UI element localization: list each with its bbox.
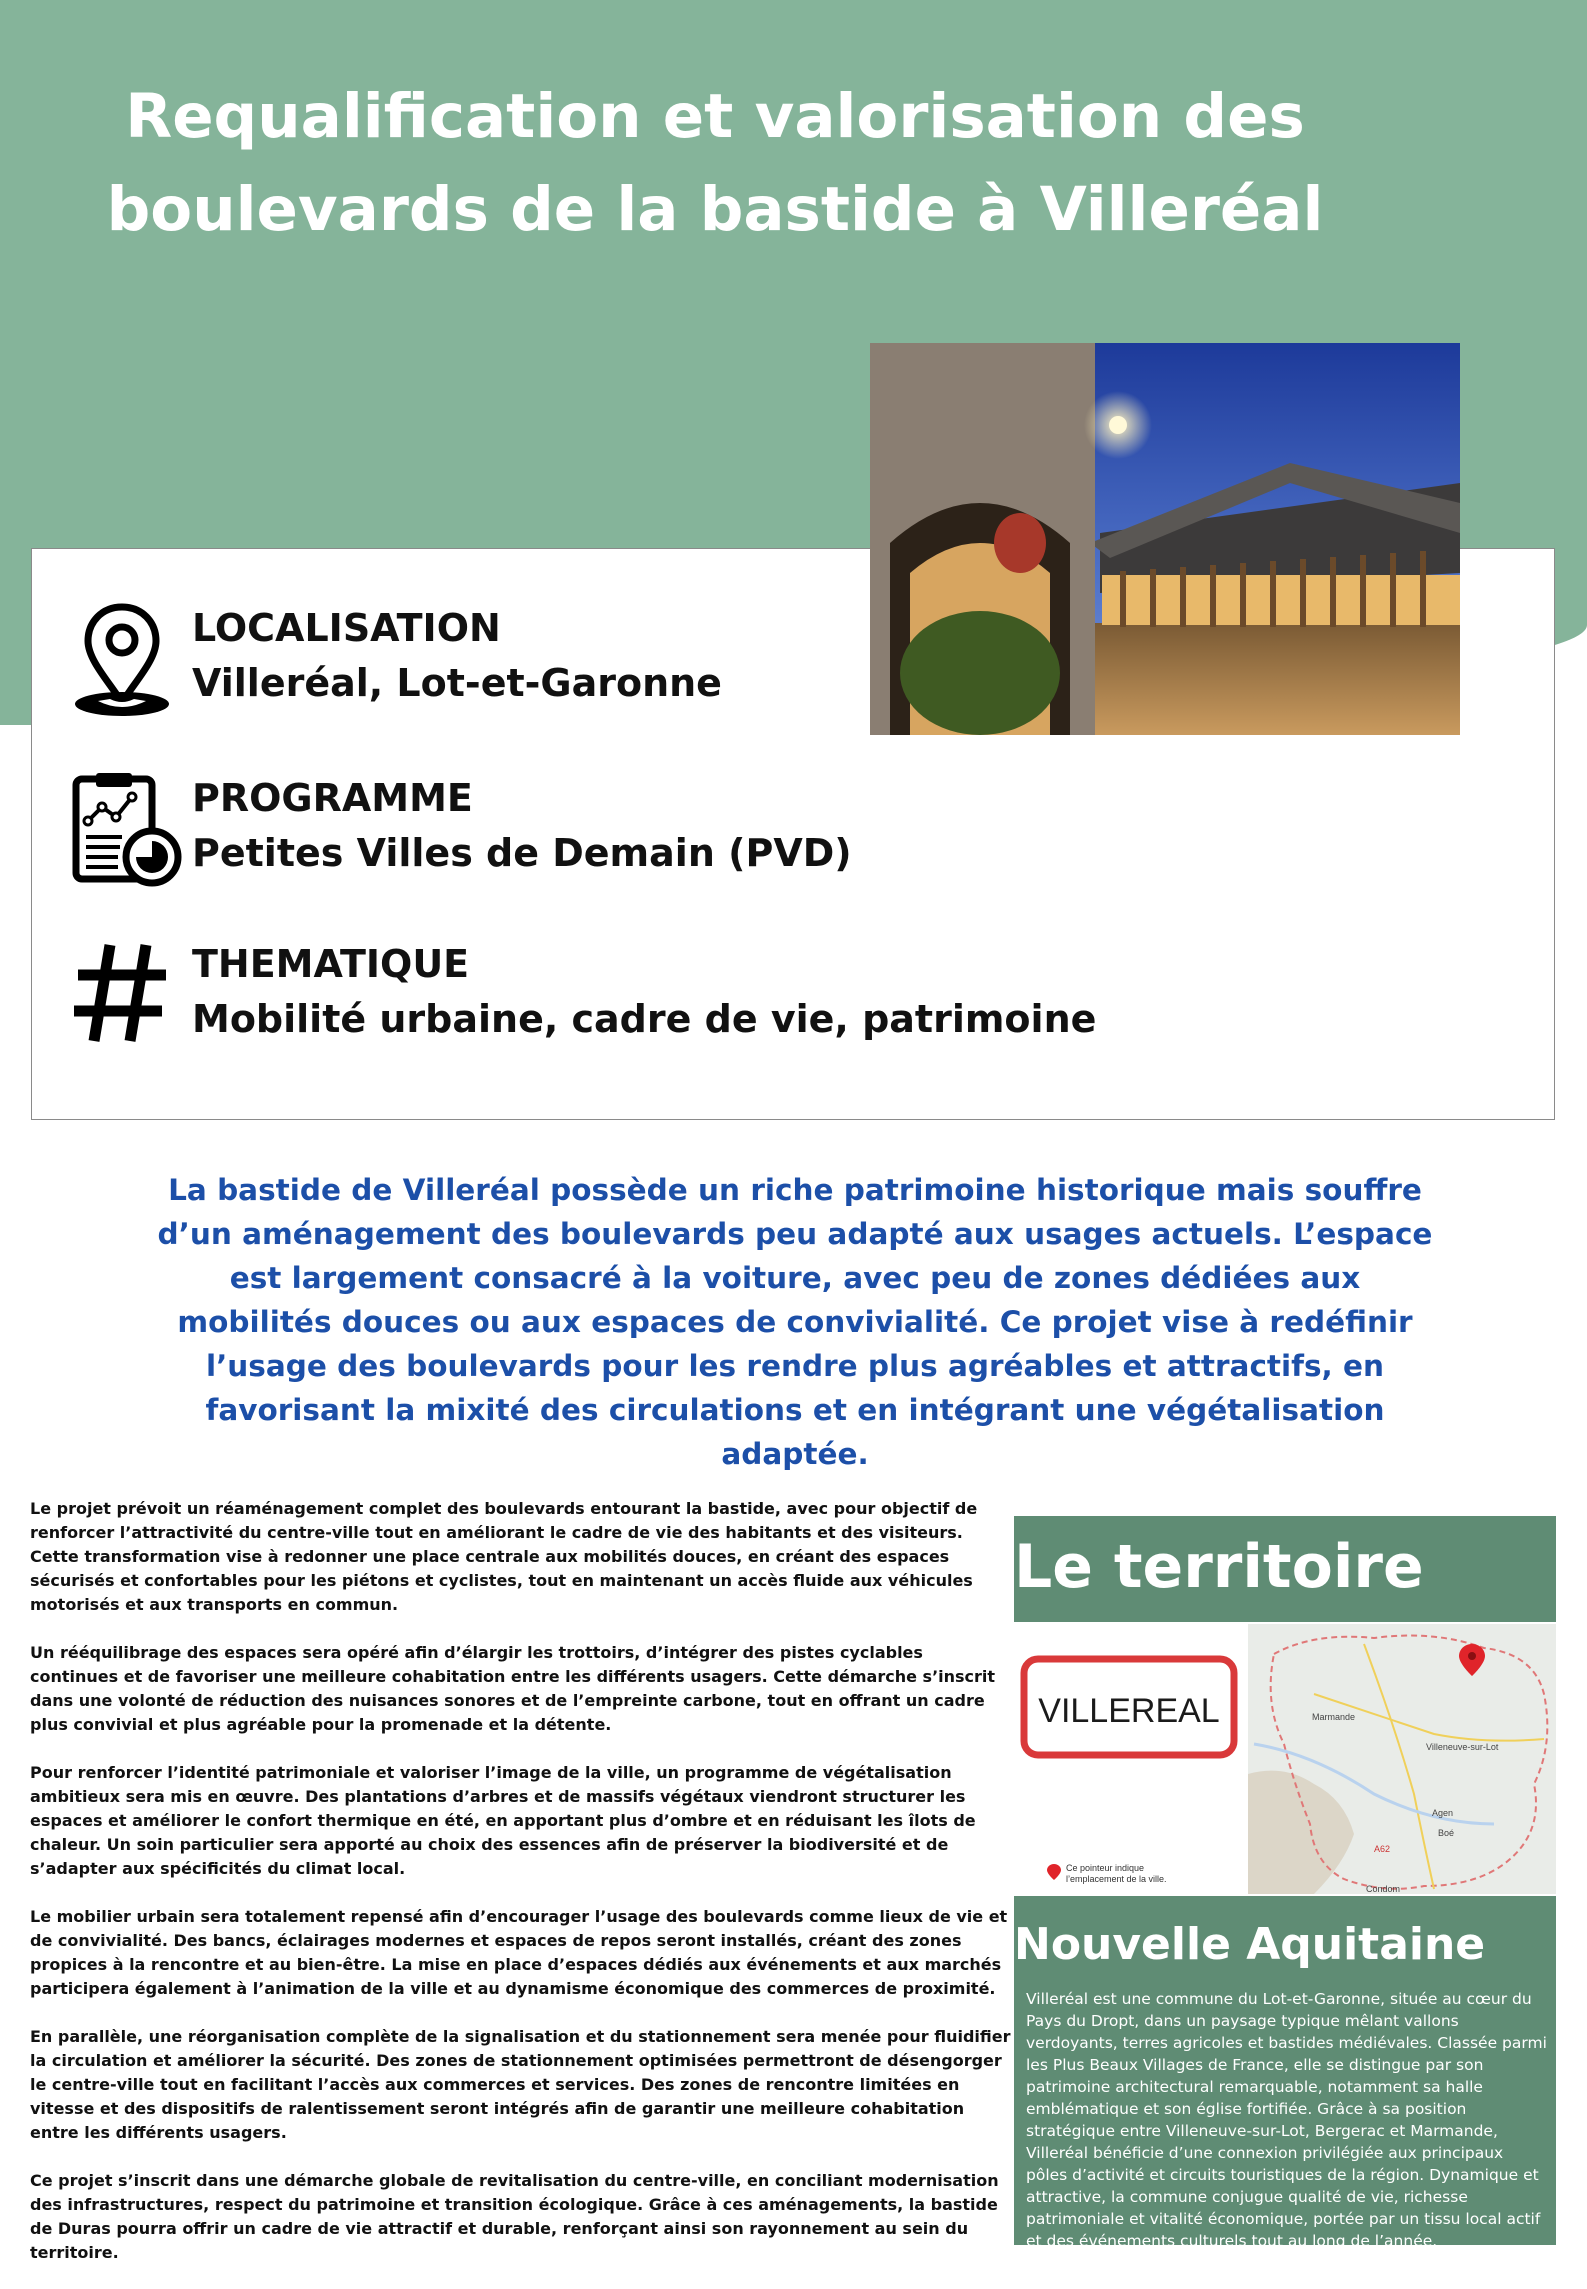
map-legend-line: l’emplacement de la ville. <box>1066 1874 1167 1884</box>
map-label: Agen <box>1432 1808 1454 1818</box>
region-description: Villeréal est une commune du Lot-et-Garonne, située au cœur du Pays du Dropt, dans un paysage typique mêlant vallons verdoyants, terres agricoles et bastides médiévales. Classée parmi les Plus Beaux Villages de France, elle se distingue par son patrimoine architectural remarquable, notamment sa halle emblématique et son église fortifiée. Grâce à sa position stratégique entre Villeneuve-sur-Lot, Bergerac et Marmande, Villeréal bénéficie d’une connexion privilégiée aux principaux pôles d’activité et circuits touristiques de la région. Dynamique et attractive, la commune conjugue qualité de vie, richesse patrimoniale et vitalité économique, portée par un tissu local actif et des événements culturels tout au long de l’année. <box>1026 1990 1547 2250</box>
body-paragraph: Ce projet s’inscrit dans une démarche globale de revitalisation du centre-ville, en conciliant modernisation des infrastructures, respect du patrimoine et transition écologique. Grâce à ces aménagements, la bastide de Duras pourra offrir un cadre de vie attractif et durable, renforçant ainsi son rayonnement au sein du territoire. <box>30 2171 999 2262</box>
program-value: Petites Villes de Demain (PVD) <box>192 831 852 875</box>
region-panel <box>1014 1896 1556 2250</box>
map-label: Condom <box>1366 1884 1401 1894</box>
territory-map <box>1014 1624 1556 1894</box>
page-title: Requalification et valorisation des boulevards de la bastide à Villeréal <box>106 81 1324 245</box>
body-paragraph: Le projet prévoit un réaménagement complet des boulevards entourant la bastide, avec pour objectif de renforcer l’attractivité du centre-ville tout en améliorant le cadre de vie des habitants et des visiteurs. Cette transformation vise à redonner une place centrale aux mobilités douces, en créant des espaces sécurisés et confortables pour les piétons et cyclistes, tout en maintenant un accès fluide aux véhicules motorisés et aux transports en commun. <box>30 1499 978 1614</box>
clipboard-chart-icon <box>72 771 184 889</box>
hashtag-icon <box>72 937 172 1047</box>
territory-header <box>1014 1516 1556 1622</box>
body-paragraph: Le mobilier urbain sera totalement repensé afin d’encourager l’usage des boulevards comme lieux de vie et de convivialité. Des bancs, éclairages modernes et espaces de repos seront installés, créant des zones propices à la rencontre et au bien-être. La mise en place d’espaces dédiés aux événements et aux marchés participera également à l’animation de la ville et au dynamisme économique des commerces de proximité. <box>30 1907 1008 1998</box>
map-label: Boé <box>1438 1828 1455 1838</box>
map-label: Marmande <box>1312 1712 1356 1722</box>
theme-value: Mobilité urbaine, cadre de vie, patrimoine <box>192 997 1097 1041</box>
program-label: PROGRAMME <box>192 776 473 820</box>
territory-heading: Le territoire <box>1014 1532 1424 1602</box>
body-paragraph: En parallèle, une réorganisation complète de la signalisation et du stationnement sera menée pour fluidifier la circulation et améliorer la sécurité. Des zones de stationnement optimisées permettront de désengorger le centre-ville tout en facilitant l’accès aux commerces et services. Des zones de rencontre limitées en vitesse et des dispositifs de ralentissement seront intégrés afin de garantir une meilleure cohabitation entre les différents usagers. <box>30 2027 1011 2142</box>
map-badge: VILLEREAL <box>1038 1692 1220 1730</box>
map-legend-line: Ce pointeur indique <box>1066 1863 1145 1873</box>
region-heading: Nouvelle Aquitaine <box>1014 1919 1486 1970</box>
location-value: Villeréal, Lot-et-Garonne <box>192 661 722 705</box>
body-paragraph: Pour renforcer l’identité patrimoniale et valoriser l’image de la ville, un programme de végétalisation ambitieux sera mis en œuvre. Des plantations d’arbres et de massifs végétaux viendront structurer les espaces et améliorer le confort thermique en été, en apportant plus d’ombre et en réduisant les îlots de chaleur. Un soin particulier sera apporté au choix des essences afin de préserver la biodiversité et de s’adapter aux spécificités du climat local. <box>30 1763 976 1878</box>
hero-photo <box>870 343 1460 735</box>
map-pin-icon <box>72 601 172 721</box>
map-label: A62 <box>1374 1844 1391 1854</box>
map-label: Villeneuve-sur-Lot <box>1426 1742 1499 1752</box>
theme-label: THEMATIQUE <box>192 942 470 986</box>
location-label: LOCALISATION <box>192 606 501 650</box>
intro-paragraph: La bastide de Villeréal possède un riche patrimoine historique mais souffre d’un aménagement des boulevards peu adapté aux usages actuels. L’espace est largement consacré à la voiture, avec peu de zones dédiées aux mobilités douces ou aux espaces de convivialité. Ce projet vise à redéfinir l’usage des boulevards pour les rendre plus agréables et attractifs, en favorisant la mixité des circulations et en intégrant une végétalisation adaptée. <box>157 1173 1433 1471</box>
project-description <box>30 1497 1014 2289</box>
body-paragraph: Un rééquilibrage des espaces sera opéré afin d’élargir les trottoirs, d’intégrer des pistes cyclables continues et de favoriser une meilleure cohabitation entre les différents usagers. Cette démarche s’inscrit dans une volonté de réduction des nuisances sonores et de l’empreinte carbone, tout en offrant un cadre plus convivial et plus agréable pour la promenade et la détente. <box>30 1643 996 1734</box>
